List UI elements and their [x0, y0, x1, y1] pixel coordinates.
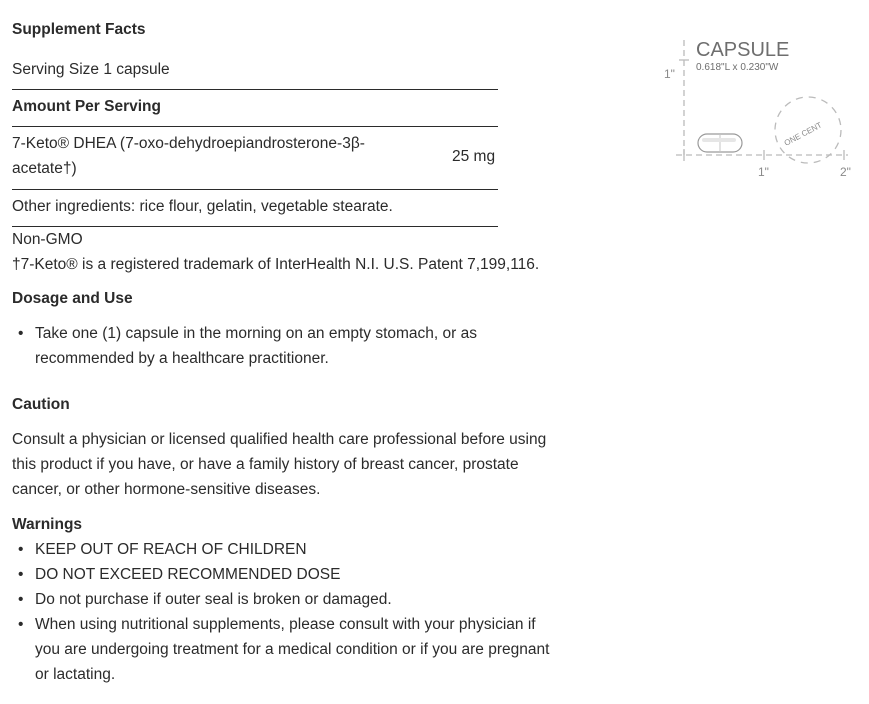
warning-item-line3: or lactating.	[35, 666, 116, 683]
warning-item-line1: When using nutritional supplements, please consult with your physician if	[35, 616, 536, 633]
divider	[12, 226, 498, 227]
coin-label: ONE CENT	[782, 120, 824, 148]
bullet: •	[18, 541, 24, 558]
capsule-label: CAPSULE	[696, 39, 790, 61]
warning-item: KEEP OUT OF REACH OF CHILDREN	[35, 541, 307, 558]
warning-item-line2: you are undergoing treatment for a medical condition or if you are pregnant	[35, 641, 550, 658]
dosage-line2: recommended by a healthcare practitioner.	[35, 350, 329, 367]
scale-label-1in: 1"	[758, 165, 769, 179]
capsule-size-diagram	[660, 30, 860, 190]
divider	[12, 126, 498, 127]
caution-heading: Caution	[12, 396, 70, 413]
divider	[12, 89, 498, 90]
caution-line2: this product if you have, or have a family history of breast cancer, prostate	[12, 456, 519, 473]
dosage-line1: Take one (1) capsule in the morning on an empty stomach, or as	[35, 325, 477, 342]
scale-label-vertical: 1"	[664, 67, 675, 81]
ingredient-amount: 25 mg	[452, 148, 496, 165]
supplement-facts-title: Supplement Facts	[12, 21, 146, 38]
bullet: •	[18, 325, 24, 342]
dosage-heading: Dosage and Use	[12, 290, 133, 307]
bullet: •	[18, 591, 24, 608]
non-gmo: Non-GMO	[12, 231, 83, 248]
warning-item: DO NOT EXCEED RECOMMENDED DOSE	[35, 566, 341, 583]
bullet: •	[18, 616, 24, 633]
capsule-icon	[698, 134, 742, 152]
divider	[12, 189, 498, 190]
ingredient-name-line1: 7-Keto® DHEA (7-oxo-dehydroepiandrosterone-3β-	[12, 135, 365, 152]
amount-per-serving-header: Amount Per Serving	[12, 98, 161, 115]
capsule-dimensions: 0.618"L x 0.230"W	[696, 62, 779, 73]
caution-line1: Consult a physician or licensed qualified health care professional before using	[12, 431, 547, 448]
ingredient-name-line2: acetate†)	[12, 160, 77, 177]
caution-line3: cancer, or other hormone-sensitive diseases.	[12, 481, 321, 498]
warning-item: Do not purchase if outer seal is broken or damaged.	[35, 591, 392, 608]
warnings-heading: Warnings	[12, 516, 83, 533]
other-ingredients: Other ingredients: rice flour, gelatin, vegetable stearate.	[12, 198, 393, 215]
scale-label-2in: 2"	[840, 165, 851, 179]
bullet: •	[18, 566, 24, 583]
serving-size: Serving Size 1 capsule	[12, 61, 170, 78]
trademark-note: †7-Keto® is a registered trademark of InterHealth N.I. U.S. Patent 7,199,116.	[12, 256, 540, 273]
capsule-size-figure	[660, 30, 860, 190]
